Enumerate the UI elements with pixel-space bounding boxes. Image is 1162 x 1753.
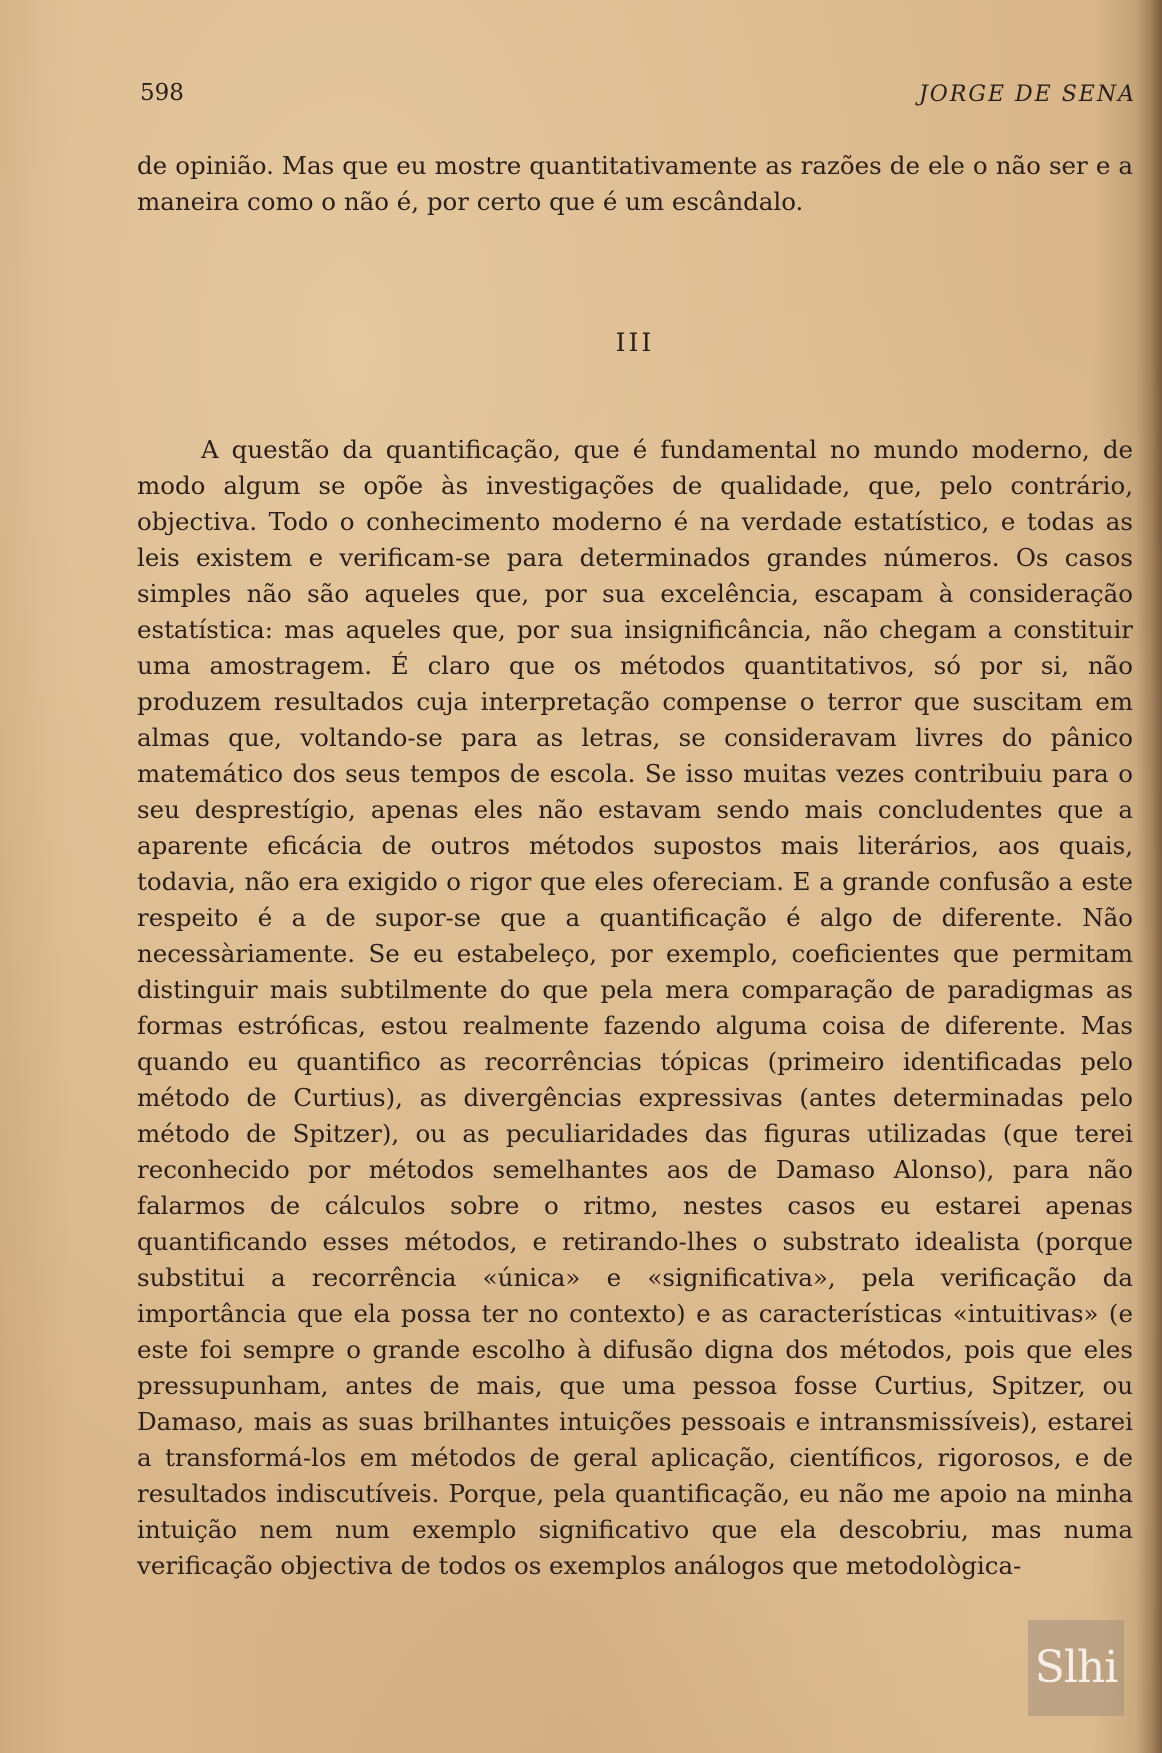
page-edge-shadow bbox=[1136, 0, 1162, 1753]
watermark-logo: Slhi bbox=[1028, 1620, 1124, 1716]
body-paragraph: A questão da quantificação, que é fundamental no mundo moderno, de modo algum se opõe às investigações de qualidade, que, pelo contrário, objectiva. Todo o conhecimento moderno é na verdade estatístico, e todas as leis existem e verificam-se para determinados grandes números. Os casos simples não são aqueles que, por sua excelência, escapam à consideração estatística: mas aqueles que, por sua insignificância, não chegam a constituir uma amostragem. É claro que os métodos quantitativos, só por si, não produzem resultados cuja interpretação compense o terror que suscitam em almas que, voltando-se para as letras, se consideravam livres do pânico matemático dos seus tempos de escola. Se isso muitas vezes contribuiu para o seu desprestígio, apenas eles não estavam sendo mais concludentes que a aparente eficácia de outros métodos supostos mais literários, aos quais, todavia, não era exigido o rigor que eles ofereciam. E a grande confusão a este respeito é a de supor-se que a quantificação é algo de diferente. Não necessàriamente. Se eu estabeleço, por exemplo, coeficientes que permitam distinguir mais subtilmente do que pela mera comparação de paradigmas as formas estróficas, estou realmente fazendo alguma coisa de diferente. Mas quando eu quantifico as recorrências tópicas (primeiro identificadas pelo método de Curtius), as divergências expressivas (antes determinadas pelo método de Spitzer), ou as peculiaridades das figuras utilizadas (que terei reconhecido por métodos semelhantes aos de Damaso Alonso), para não falarmos de cálculos sobre o ritmo, nestes casos eu estarei apenas quantificando esses métodos, e retirando-lhes o substrato idealista (porque substitui a recorrência «única» e «significativa», pela verificação da importância que ela possa ter no contexto) e as características «intuitivas» (e este foi sempre o grande escolho à difusão digna dos métodos, pois que eles pressupunham, antes de mais, que uma pessoa fosse Curtius, Spitzer, ou Damaso, mais as suas brilhantes intuições pessoais e intransmissíveis), estarei a transformá-los em métodos de geral aplicação, científicos, rigorosos, e de resultados indiscutíveis. Porque, pela quantificação, eu não me apoio na minha intuição nem num exemplo significativo que ela descobriu, mas numa verificação objectiva de todos os exemplos análogos que metodològica- bbox=[137, 435, 1133, 1580]
page-number: 598 bbox=[140, 80, 184, 106]
section-heading: III bbox=[615, 328, 655, 357]
running-header bbox=[140, 76, 1136, 116]
intro-text bbox=[137, 148, 1133, 220]
running-title: JORGE DE SENA bbox=[918, 82, 1136, 107]
intro-paragraph: de opinião. Mas que eu mostre quantitativamente as razões de ele o não ser e a maneira como o não é, por certo que é um escândalo. bbox=[137, 151, 1133, 216]
body-text bbox=[137, 432, 1133, 1584]
